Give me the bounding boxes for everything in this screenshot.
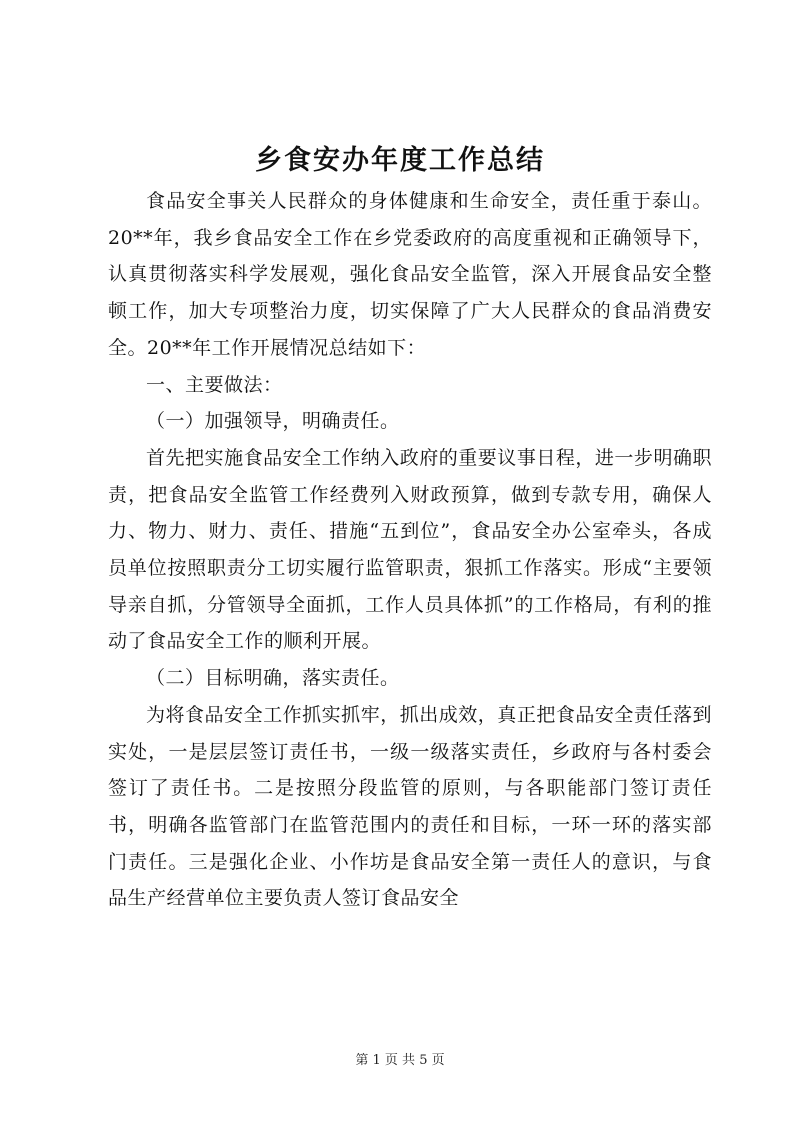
paragraph-leadership: 首先把实施食品安全工作纳入政府的重要议事日程，进一步明确职责，把食品安全监管工作经费列入财政预算，做到专款专用，确保人力、物力、财力、责任、措施“五到位”，食品安全办公室牵头，各成员单位按照职责分工切实履行监管职责，狠抓工作落实。形成“主要领导亲自抓，分管领导全面抓，工作人员具体抓”的工作格局，有利的推动了食品安全工作的顺利开展。	[108, 446, 712, 653]
document-body	[108, 183, 712, 917]
paragraph-intro: 食品安全事关人民群众的身体健康和生命安全，责任重于泰山。20**年，我乡食品安全工作在乡党委政府的高度重视和正确领导下，认真贯彻落实科学发展观，强化食品安全监管，深入开展食品安全整顿工作，加大专项整治力度，切实保障了广大人民群众的食品消费安全。20**年工作开展情况总结如下：	[108, 190, 712, 359]
page-footer: 第 1 页 共 5 页	[355, 1053, 445, 1068]
subsection-heading-2: （二）目标明确，落实责任。	[146, 667, 400, 690]
document-title: 乡食安办年度工作总结	[255, 145, 545, 176]
subsection-heading-1: （一）加强领导，明确责任。	[146, 410, 400, 433]
paragraph-responsibility: 为将食品安全工作抓实抓牢，抓出成效，真正把食品安全责任落到实处，一是层层签订责任书，一级一级落实责任，乡政府与各村委会签订了责任书。二是按照分段监管的原则，与各职能部门签订责任书，明确各监管部门在监管范围内的责任和目标，一环一环的落实部门责任。三是强化企业、小作坊是食品安全第一责任人的意识，与食品生产经营单位主要负责人签订食品安全	[108, 703, 712, 910]
section-heading-main-practices: 一、主要做法：	[146, 373, 283, 396]
